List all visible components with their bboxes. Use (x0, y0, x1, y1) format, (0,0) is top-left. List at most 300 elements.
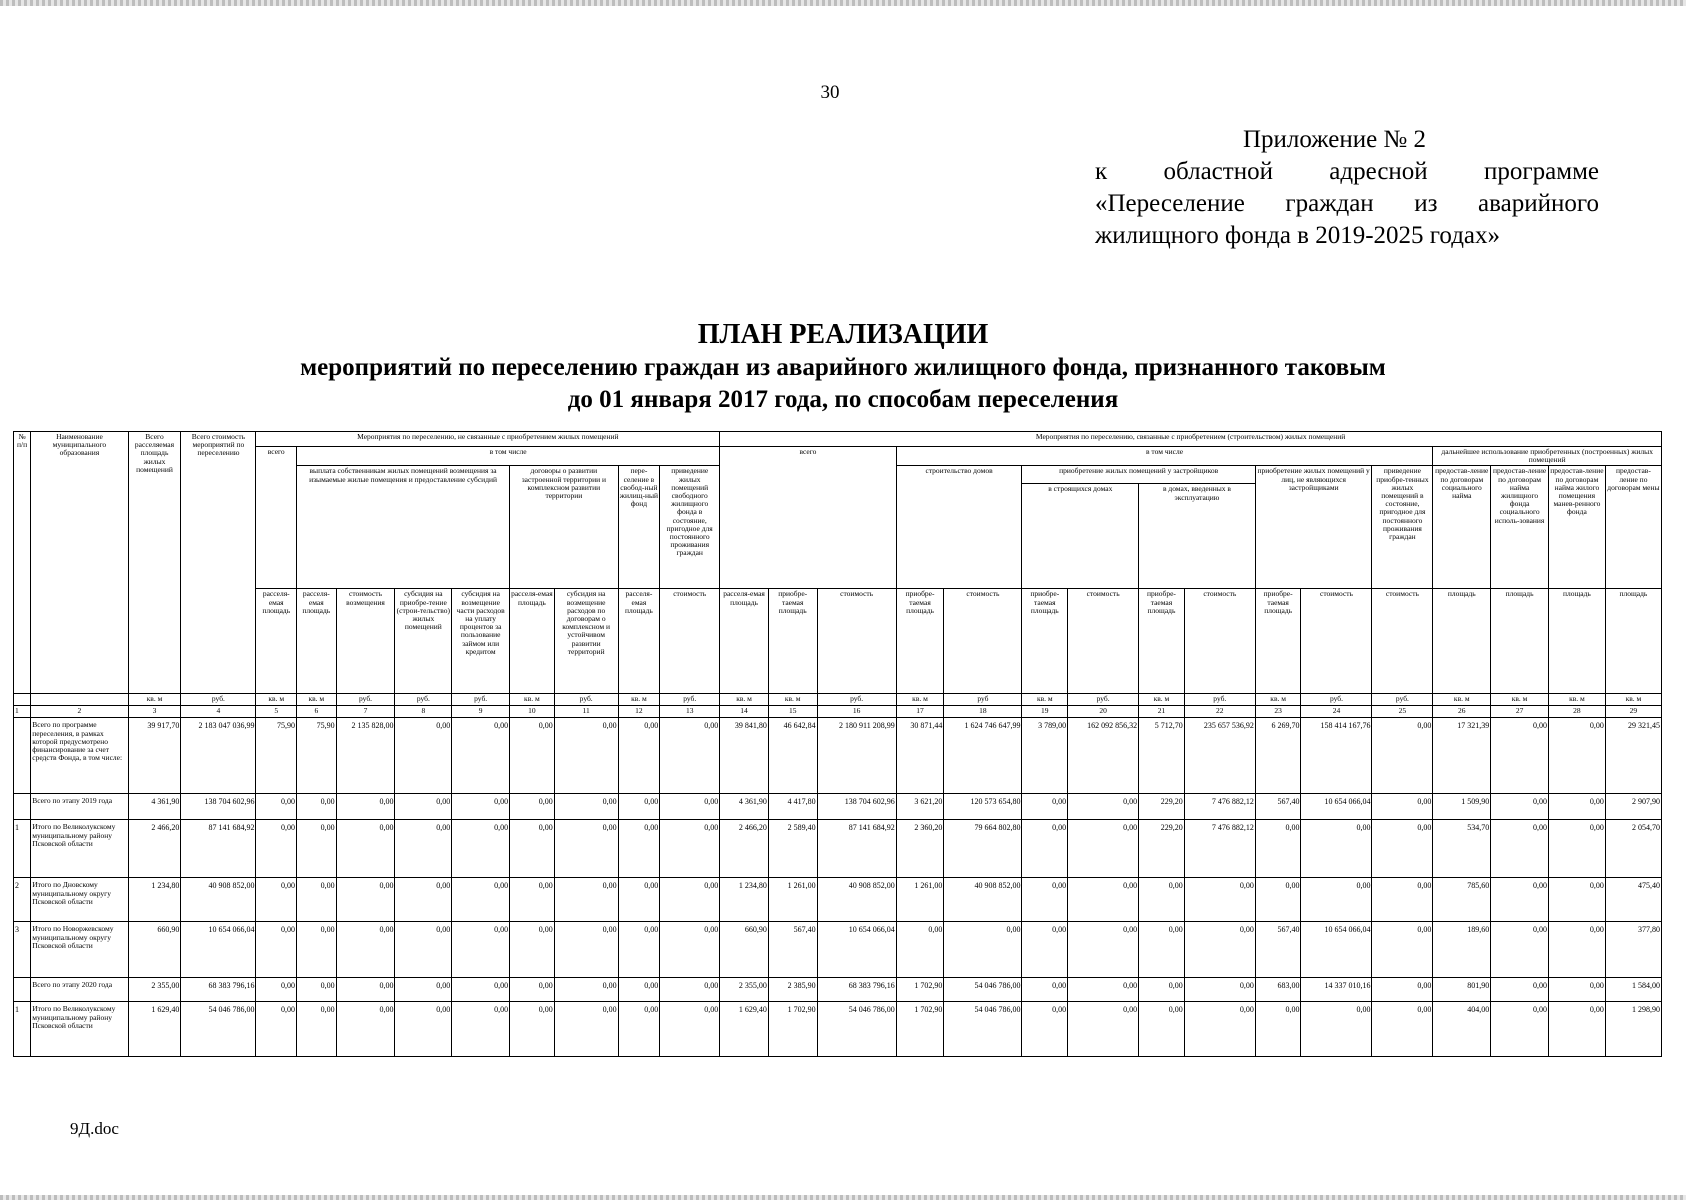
value-cell: 2 054,70 (1605, 820, 1661, 878)
column-number-cell: 10 (510, 706, 555, 718)
appendix-line-1: к областной адресной программе (1095, 158, 1599, 185)
value-cell: 0,00 (510, 1002, 555, 1057)
value-cell: 5 712,70 (1139, 718, 1185, 794)
value-cell: 0,00 (554, 718, 618, 794)
table-row (14, 978, 1662, 1002)
row-index (14, 794, 31, 820)
value-cell: 0,00 (256, 922, 297, 978)
appendix-line-3: жилищного фонда в 2019-2025 годах» (1095, 222, 1501, 249)
value-cell: 0,00 (554, 794, 618, 820)
value-cell: 0,00 (1549, 718, 1606, 794)
value-cell: 138 704 602,96 (817, 794, 896, 820)
value-cell: 0,00 (1255, 878, 1301, 922)
unit-cell: кв. м (768, 694, 817, 706)
column-number-cell: 6 (297, 706, 337, 718)
value-cell: 0,00 (395, 718, 452, 794)
value-cell: 0,00 (452, 718, 510, 794)
appendix-line-2: «Переселение граждан из аварийного (1095, 190, 1599, 217)
value-cell: 0,00 (618, 922, 660, 978)
value-cell: 0,00 (1139, 878, 1185, 922)
value-cell: 79 664 802,80 (944, 820, 1022, 878)
value-cell: 0,00 (452, 922, 510, 978)
value-cell: 0,00 (554, 1002, 618, 1057)
header-number: № п/п (14, 432, 31, 694)
value-cell: 1 509,90 (1433, 794, 1491, 820)
value-cell: 0,00 (1022, 922, 1068, 978)
value-cell: 0,00 (256, 978, 297, 1002)
value-cell: 0,00 (256, 794, 297, 820)
value-cell: 68 383 796,16 (817, 978, 896, 1002)
value-cell: 2 355,00 (128, 978, 181, 1002)
column-number-cell: 5 (256, 706, 297, 718)
value-cell: 68 383 796,16 (181, 978, 256, 1002)
unit-cell: кв. м (1549, 694, 1606, 706)
value-cell: 235 657 536,92 (1184, 718, 1255, 794)
leaf-header-25: стоимость (1372, 589, 1433, 694)
value-cell: 0,00 (336, 922, 395, 978)
value-cell: 1 629,40 (128, 1002, 181, 1057)
value-cell: 0,00 (944, 922, 1022, 978)
value-cell: 54 046 786,00 (944, 978, 1022, 1002)
leaf-header-29: площадь (1605, 589, 1661, 694)
value-cell: 534,70 (1433, 820, 1491, 878)
value-cell: 189,60 (1433, 922, 1491, 978)
unit-cell: кв. м (1433, 694, 1491, 706)
value-cell: 0,00 (660, 794, 720, 820)
column-number-cell: 8 (395, 706, 452, 718)
column-number-cell: 22 (1184, 706, 1255, 718)
value-cell: 0,00 (1549, 878, 1606, 922)
header-privedenie: приведение жилых помещений свободного жилищного фонда в состояние, пригодное для постоянного проживания граждан (660, 466, 720, 589)
value-cell: 0,00 (336, 878, 395, 922)
header-vsego: всего (256, 447, 297, 589)
leaf-header-14: расселя-емая площадь (720, 589, 769, 694)
value-cell: 30 871,44 (896, 718, 944, 794)
unit-cell: руб. (452, 694, 510, 706)
value-cell: 0,00 (510, 878, 555, 922)
plan-table (13, 431, 1662, 1057)
value-cell: 0,00 (1549, 922, 1606, 978)
value-cell: 0,00 (1301, 878, 1372, 922)
value-cell: 0,00 (554, 878, 618, 922)
title-main: ПЛАН РЕАЛИЗАЦИИ (697, 319, 989, 350)
leaf-header-15: приобре-таемая площадь (768, 589, 817, 694)
value-cell: 0,00 (395, 978, 452, 1002)
value-cell: 46 642,84 (768, 718, 817, 794)
header-municipality: Наименование муниципального образования (31, 432, 128, 694)
column-number-cell: 29 (1605, 706, 1661, 718)
value-cell: 39 917,70 (128, 718, 181, 794)
column-number-cell: 15 (768, 706, 817, 718)
table-row (14, 820, 1662, 878)
unit-cell: кв. м (256, 694, 297, 706)
value-cell: 0,00 (297, 820, 337, 878)
header-naim-manevr: предостав-ление по договорам найма жилого помещения манев-ренного фонда (1549, 466, 1606, 589)
value-cell: 0,00 (395, 878, 452, 922)
plan-table-wrapper (13, 431, 1662, 1057)
value-cell: 1 261,00 (768, 878, 817, 922)
value-cell: 7 476 882,12 (1184, 794, 1255, 820)
value-cell: 1 702,90 (768, 1002, 817, 1057)
unit-cell: руб. (817, 694, 896, 706)
value-cell: 0,00 (1068, 878, 1139, 922)
value-cell: 39 841,80 (720, 718, 769, 794)
unit-cell: кв. м (896, 694, 944, 706)
value-cell: 0,00 (1184, 1002, 1255, 1057)
value-cell: 0,00 (618, 718, 660, 794)
value-cell: 0,00 (1549, 820, 1606, 878)
column-number-cell: 12 (618, 706, 660, 718)
value-cell: 0,00 (1022, 878, 1068, 922)
unit-cell: кв. м (720, 694, 769, 706)
value-cell: 0,00 (1139, 1002, 1185, 1057)
plan-table-body (14, 694, 1662, 1057)
value-cell: 75,90 (297, 718, 337, 794)
value-cell: 1 624 746 647,99 (944, 718, 1022, 794)
value-cell: 10 654 066,04 (817, 922, 896, 978)
value-cell: 138 704 602,96 (181, 794, 256, 820)
column-number-cell: 26 (1433, 706, 1491, 718)
header-privedenie-2: приведение приобре-тенных жилых помещений в состояние, пригодное для постоянного проживания граждан (1372, 466, 1433, 589)
scan-top-edge (0, 0, 1686, 6)
value-cell: 2 907,90 (1605, 794, 1661, 820)
row-index: 1 (14, 1002, 31, 1057)
leaf-header-5: расселя-емая площадь (256, 589, 297, 694)
unit-cell: кв. м (128, 694, 181, 706)
value-cell: 29 321,45 (1605, 718, 1661, 794)
title-line-3: до 01 января 2017 года, по способам переселения (567, 386, 1119, 413)
value-cell: 0,00 (1491, 718, 1549, 794)
value-cell: 0,00 (1491, 922, 1549, 978)
value-cell: 0,00 (1372, 794, 1433, 820)
value-cell: 0,00 (336, 794, 395, 820)
value-cell: 0,00 (395, 922, 452, 978)
value-cell: 0,00 (1022, 978, 1068, 1002)
value-cell: 0,00 (554, 978, 618, 1002)
leaf-header-26: площадь (1433, 589, 1491, 694)
table-row (14, 922, 1662, 978)
value-cell: 0,00 (297, 794, 337, 820)
value-cell: 54 046 786,00 (181, 1002, 256, 1057)
value-cell: 0,00 (1372, 820, 1433, 878)
value-cell: 0,00 (1255, 820, 1301, 878)
unit-cell: кв. м (297, 694, 337, 706)
header-naim-soc-isp: предостав-ление по договорам найма жилищного фонда социального исполь-зования (1491, 466, 1549, 589)
leaf-header-9: субсидия на возмещение части расходов на уплату процентов за пользование займом или кредитом (452, 589, 510, 694)
leaf-header-10: расселя-емая площадь (510, 589, 555, 694)
value-cell: 0,00 (256, 1002, 297, 1057)
unit-cell: руб. (395, 694, 452, 706)
column-number-cell: 1 (14, 706, 31, 718)
header-v-tom-chisle-2: в том числе (896, 447, 1433, 466)
row-municipality-name: Всего по программе переселения, в рамках которой предусмотрено финансирование за счет средств Фонда, в том числе: (31, 718, 128, 794)
leaf-header-11: субсидия на возмещение расходов по договорам о комплексном и устойчивом развитии территорий (554, 589, 618, 694)
value-cell: 1 298,90 (1605, 1002, 1661, 1057)
value-cell: 0,00 (554, 922, 618, 978)
value-cell: 0,00 (1139, 978, 1185, 1002)
value-cell: 229,20 (1139, 820, 1185, 878)
unit-cell: кв. м (618, 694, 660, 706)
value-cell: 14 337 010,16 (1301, 978, 1372, 1002)
value-cell: 0,00 (510, 922, 555, 978)
value-cell: 3 621,20 (896, 794, 944, 820)
value-cell: 0,00 (1549, 794, 1606, 820)
page-number: 30 (820, 82, 840, 103)
leaf-header-18: стоимость (944, 589, 1022, 694)
header-pereselenie-svob: пере-селение в свобод-ный жилищ-ный фонд (618, 466, 660, 589)
value-cell: 660,90 (128, 922, 181, 978)
value-cell: 1 702,90 (896, 1002, 944, 1057)
value-cell: 0,00 (1068, 1002, 1139, 1057)
value-cell: 0,00 (510, 718, 555, 794)
header-further-use: дальнейшее использование приобретенных (построенных) жилых помещений (1433, 447, 1662, 466)
column-number-cell: 19 (1022, 706, 1068, 718)
footer-filename: 9Д.doc (70, 1119, 119, 1138)
value-cell: 0,00 (395, 794, 452, 820)
leaf-header-16: стоимость (817, 589, 896, 694)
value-cell: 0,00 (1301, 1002, 1372, 1057)
column-numbers-row (14, 706, 1662, 718)
units-empty-cell (14, 694, 31, 706)
header-total-area: Всего расселяемая площадь жилых помещений (128, 432, 181, 694)
header-dogovory: договоры о развитии застроенной территории и комплексном развитии территории (510, 466, 619, 589)
column-number-cell: 11 (554, 706, 618, 718)
value-cell: 10 654 066,04 (1301, 922, 1372, 978)
value-cell: 377,80 (1605, 922, 1661, 978)
header-vsego-2: всего (720, 447, 897, 589)
value-cell: 0,00 (1068, 794, 1139, 820)
value-cell: 0,00 (618, 820, 660, 878)
leaf-header-23: приобре-таемая площадь (1255, 589, 1301, 694)
value-cell: 0,00 (1022, 1002, 1068, 1057)
appendix-title: Приложение № 2 (1243, 126, 1427, 153)
value-cell: 2 183 047 036,99 (181, 718, 256, 794)
header-priobr-lic: приобретение жилых помещений у лиц, не являющихся застройщиками (1255, 466, 1372, 589)
value-cell: 6 269,70 (1255, 718, 1301, 794)
unit-cell: руб (944, 694, 1022, 706)
header-soc-naim: предостав-ление по договорам социального найма (1433, 466, 1491, 589)
column-number-cell: 2 (31, 706, 128, 718)
value-cell: 0,00 (1491, 820, 1549, 878)
column-number-cell: 7 (336, 706, 395, 718)
value-cell: 0,00 (510, 978, 555, 1002)
column-number-cell: 21 (1139, 706, 1185, 718)
value-cell: 4 361,90 (720, 794, 769, 820)
header-v-tom-chisle: в том числе (297, 447, 720, 466)
value-cell: 0,00 (660, 718, 720, 794)
value-cell: 40 908 852,00 (181, 878, 256, 922)
value-cell: 1 702,90 (896, 978, 944, 1002)
row-municipality-name: Итого по Великолукскому муниципальному району Псковской области (31, 1002, 128, 1057)
value-cell: 2 466,20 (720, 820, 769, 878)
value-cell: 0,00 (1372, 978, 1433, 1002)
header-stroyashchiesya: в строящихся домах (1022, 484, 1139, 589)
unit-cell: кв. м (1255, 694, 1301, 706)
header-vvedennye: в домах, введенных в эксплуатацию (1139, 484, 1256, 589)
value-cell: 0,00 (618, 1002, 660, 1057)
unit-cell: руб. (1068, 694, 1139, 706)
value-cell: 0,00 (1068, 978, 1139, 1002)
leaf-header-13: стоимость (660, 589, 720, 694)
column-number-cell: 9 (452, 706, 510, 718)
value-cell: 785,60 (1433, 878, 1491, 922)
unit-cell: кв. м (1605, 694, 1661, 706)
row-index: 1 (14, 820, 31, 878)
value-cell: 0,00 (452, 1002, 510, 1057)
value-cell: 0,00 (1139, 922, 1185, 978)
value-cell: 0,00 (256, 820, 297, 878)
leaf-header-24: стоимость (1301, 589, 1372, 694)
row-index: 3 (14, 922, 31, 978)
value-cell: 158 414 167,76 (1301, 718, 1372, 794)
value-cell: 87 141 684,92 (181, 820, 256, 878)
value-cell: 87 141 684,92 (817, 820, 896, 878)
value-cell: 162 092 856,32 (1068, 718, 1139, 794)
column-number-cell: 13 (660, 706, 720, 718)
value-cell: 0,00 (660, 878, 720, 922)
value-cell: 0,00 (1022, 794, 1068, 820)
leaf-header-6: расселя-емая площадь (297, 589, 337, 694)
value-cell: 0,00 (1491, 878, 1549, 922)
value-cell: 0,00 (452, 978, 510, 1002)
unit-cell: руб. (1301, 694, 1372, 706)
leaf-header-19: приобре-таемая площадь (1022, 589, 1068, 694)
value-cell: 1 261,00 (896, 878, 944, 922)
value-cell: 567,40 (1255, 922, 1301, 978)
value-cell: 2 355,00 (720, 978, 769, 1002)
appendix-block (1095, 124, 1599, 252)
row-municipality-name: Всего по этапу 2019 года (31, 794, 128, 820)
column-number-cell: 17 (896, 706, 944, 718)
value-cell: 2 180 911 208,99 (817, 718, 896, 794)
value-cell: 0,00 (1372, 718, 1433, 794)
value-cell: 0,00 (452, 794, 510, 820)
value-cell: 0,00 (1022, 820, 1068, 878)
header-not-related: Мероприятия по переселению, не связанные с приобретением жилых помещений (256, 432, 720, 447)
row-municipality-name: Итого по Великолукскому муниципальному району Псковской области (31, 820, 128, 878)
column-number-cell: 24 (1301, 706, 1372, 718)
value-cell: 0,00 (1184, 922, 1255, 978)
value-cell: 2 135 828,00 (336, 718, 395, 794)
value-cell: 0,00 (1491, 1002, 1549, 1057)
value-cell: 4 417,80 (768, 794, 817, 820)
leaf-header-7: стоимость возмещения (336, 589, 395, 694)
value-cell: 2 589,40 (768, 820, 817, 878)
value-cell: 0,00 (297, 978, 337, 1002)
value-cell: 0,00 (660, 820, 720, 878)
leaf-header-17: приобре-таемая площадь (896, 589, 944, 694)
scan-bottom-edge (0, 1195, 1686, 1200)
row-index (14, 978, 31, 1002)
row-municipality-name: Итого по Новоржевскому муниципальному округу Псковской области (31, 922, 128, 978)
value-cell: 0,00 (896, 922, 944, 978)
value-cell: 3 789,00 (1022, 718, 1068, 794)
value-cell: 0,00 (1372, 1002, 1433, 1057)
value-cell: 0,00 (510, 820, 555, 878)
leaf-header-28: площадь (1549, 589, 1606, 694)
value-cell: 0,00 (618, 794, 660, 820)
units-empty-cell (31, 694, 128, 706)
leaf-header-8: субсидия на приобре-тение (строи-тельство) жилых помещений (395, 589, 452, 694)
value-cell: 1 234,80 (128, 878, 181, 922)
value-cell: 120 573 654,80 (944, 794, 1022, 820)
column-number-cell: 3 (128, 706, 181, 718)
value-cell: 0,00 (618, 878, 660, 922)
table-row (14, 718, 1662, 794)
value-cell: 0,00 (297, 1002, 337, 1057)
value-cell: 0,00 (1549, 978, 1606, 1002)
leaf-header-21: приобре-таемая площадь (1139, 589, 1185, 694)
value-cell: 660,90 (720, 922, 769, 978)
value-cell: 2 466,20 (128, 820, 181, 878)
value-cell: 0,00 (1491, 978, 1549, 1002)
value-cell: 0,00 (452, 878, 510, 922)
value-cell: 0,00 (554, 820, 618, 878)
value-cell: 1 584,00 (1605, 978, 1661, 1002)
value-cell: 0,00 (336, 1002, 395, 1057)
value-cell: 0,00 (256, 878, 297, 922)
leaf-header-27: площадь (1491, 589, 1549, 694)
value-cell: 229,20 (1139, 794, 1185, 820)
document-title (0, 318, 1686, 416)
header-priobr-zastr: приобретение жилых помещений у застройщиков (1022, 466, 1255, 484)
value-cell: 0,00 (1301, 820, 1372, 878)
value-cell: 2 360,20 (896, 820, 944, 878)
value-cell: 2 385,90 (768, 978, 817, 1002)
column-number-cell: 23 (1255, 706, 1301, 718)
value-cell: 404,00 (1433, 1002, 1491, 1057)
row-municipality-name: Итого по Дновскому муниципальному округу Псковской области (31, 878, 128, 922)
value-cell: 567,40 (768, 922, 817, 978)
unit-cell: кв. м (1139, 694, 1185, 706)
header-total-cost: Всего стоимость мероприятий по переселению (181, 432, 256, 694)
column-number-cell: 14 (720, 706, 769, 718)
value-cell: 1 629,40 (720, 1002, 769, 1057)
value-cell: 567,40 (1255, 794, 1301, 820)
value-cell: 0,00 (336, 978, 395, 1002)
value-cell: 4 361,90 (128, 794, 181, 820)
value-cell: 475,40 (1605, 878, 1661, 922)
value-cell: 0,00 (395, 1002, 452, 1057)
value-cell: 0,00 (452, 820, 510, 878)
value-cell: 0,00 (297, 878, 337, 922)
value-cell: 10 654 066,04 (181, 922, 256, 978)
value-cell: 54 046 786,00 (817, 1002, 896, 1057)
column-number-cell: 20 (1068, 706, 1139, 718)
unit-cell: руб. (1184, 694, 1255, 706)
units-row (14, 694, 1662, 706)
value-cell: 0,00 (660, 1002, 720, 1057)
value-cell: 0,00 (297, 922, 337, 978)
row-index: 2 (14, 878, 31, 922)
column-number-cell: 28 (1549, 706, 1606, 718)
value-cell: 40 908 852,00 (944, 878, 1022, 922)
value-cell: 75,90 (256, 718, 297, 794)
value-cell: 0,00 (1184, 878, 1255, 922)
unit-cell: кв. м (510, 694, 555, 706)
value-cell: 0,00 (1549, 1002, 1606, 1057)
value-cell: 1 234,80 (720, 878, 769, 922)
row-index (14, 718, 31, 794)
value-cell: 0,00 (1068, 922, 1139, 978)
row-municipality-name: Всего по этапу 2020 года (31, 978, 128, 1002)
column-number-cell: 25 (1372, 706, 1433, 718)
unit-cell: кв. м (1491, 694, 1549, 706)
column-number-cell: 16 (817, 706, 896, 718)
value-cell: 7 476 882,12 (1184, 820, 1255, 878)
value-cell: 10 654 066,04 (1301, 794, 1372, 820)
unit-cell: руб. (554, 694, 618, 706)
